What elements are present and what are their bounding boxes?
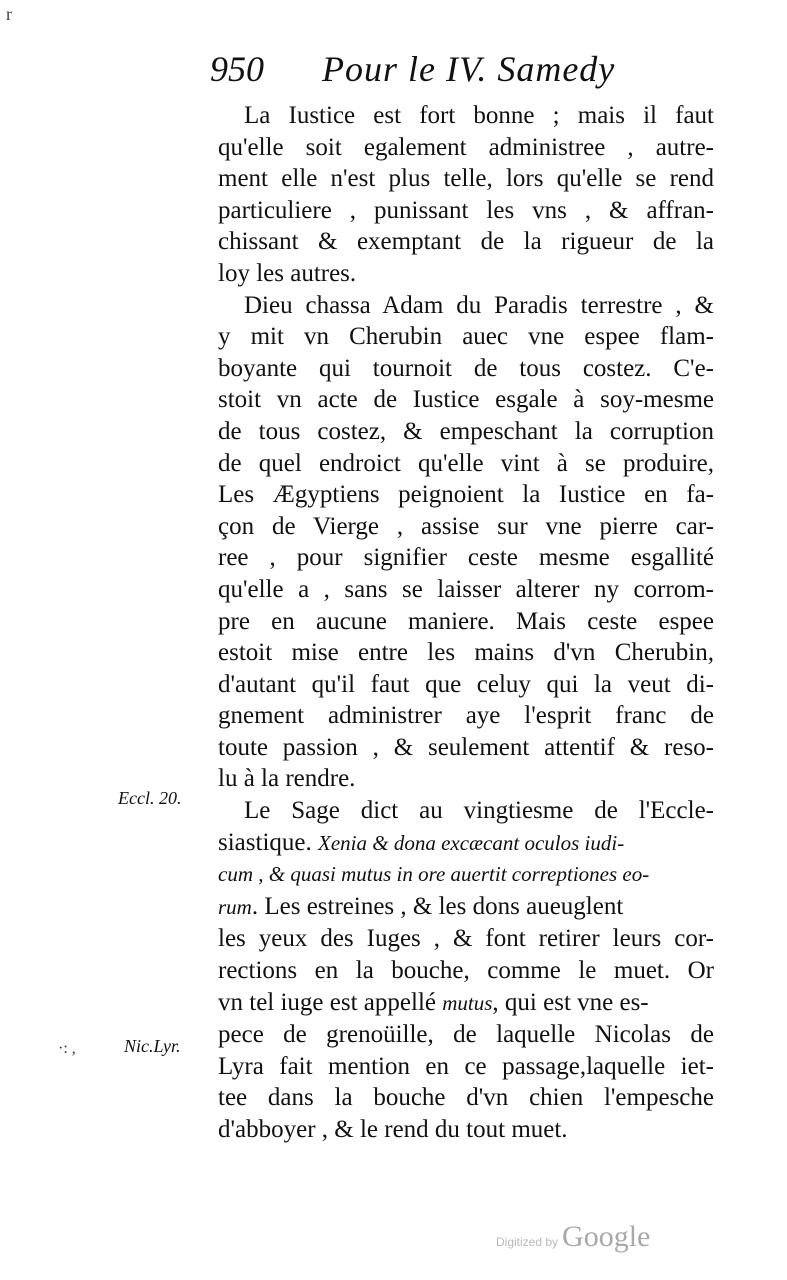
text-line: lu à la rendre. [218,765,356,793]
text-line: rections en la bouche, comme le muet. Or [218,957,714,985]
text-line: çon de Vierge , assise sur vne pierre car- [218,512,714,540]
text-line: estoit mise entre les mains d'vn Cherubin, [218,639,714,667]
text-line: La Iustice est fort bonne ; mais il faut [244,102,714,129]
corner-mark: r [6,4,12,24]
text-line: particuliere , punissant les vns , & affran- [218,196,714,224]
text-line: pre en aucune maniere. Mais ceste espee [218,607,714,635]
text-fragment: , qui est vne es- [492,988,649,1016]
text-line: gnement administrer aye l'esprit franc de [218,702,714,730]
text-line: chissant & exemptant de la rigueur de la [218,228,714,256]
body-text [218,100,714,1146]
digitized-watermark [496,1220,650,1254]
latin-word: mutus [442,990,493,1015]
text-line: Lyra fait mention en ce passage,laquelle iet- [218,1052,714,1080]
text-line [218,891,714,924]
margin-note-nic-lyr: Nic.Lyr. [124,1036,181,1056]
text-line: qu'elle soit egalement administree , autre- [218,133,714,161]
page-number: 950 [210,49,264,89]
text-fragment: . Les estreines , & les dons aueuglent [251,892,624,920]
text-line: qu'elle a , sans se laisser alterer ny corrom- [218,575,714,603]
text-line: stoit vn acte de Iustice esgale à soy-mesme [218,386,714,414]
latin-quote: Xenia & dona excæcant oculos iudi- [318,830,625,855]
text-line: tee dans la bouche d'vn chien l'empesche [218,1084,714,1112]
stray-ink-mark: ·: , [58,1040,76,1057]
latin-quote: rum [218,894,252,919]
text-line: pece de grenoüille, de laquelle Nicolas de [218,1021,714,1049]
text-line [218,827,714,860]
text-line: Le Sage dict au vingtiesme de l'Eccle- [244,797,714,825]
text-line: boyante qui tournoit de tous costez. C'e- [218,354,714,382]
text-line: d'abboyer , & le rend du tout muet. [218,1116,568,1143]
margin-note-eccl: Eccl. 20. [118,788,182,808]
text-line: de quel endroict qu'elle vint à se produire, [218,449,714,477]
text-fragment: vn tel iuge est appellé [218,988,436,1016]
watermark-prefix: Digitized by [496,1235,559,1249]
running-title: Pour le IV. Samedy [322,49,616,89]
text-fragment: siastique. [218,828,312,856]
page-header [210,48,630,98]
text-line: Dieu chassa Adam du Paradis terrestre , & [244,291,714,319]
text-line: les yeux des Iuges , & font retirer leurs cor- [218,925,714,953]
text-line: ment elle n'est plus telle, lors qu'elle se rend [218,165,714,193]
text-line: d'autant qu'il faut que celuy qui la veut di- [218,670,714,698]
latin-quote-line: cum , & quasi mutus in ore auertit correptiones eo- [218,862,650,887]
google-logo: Google [562,1220,651,1253]
text-line [218,987,714,1020]
text-line: Les Ægyptiens peignoient la Iustice en fa- [218,481,714,509]
text-line: y mit vn Cherubin auec vne espee flam- [218,323,714,351]
text-line: ree , pour signifier ceste mesme esgallité [218,544,714,572]
text-line: toute passion , & seulement attentif & reso- [218,733,714,761]
text-line: loy les autres. [218,259,357,287]
text-line: de tous costez, & empeschant la corruption [218,417,714,445]
